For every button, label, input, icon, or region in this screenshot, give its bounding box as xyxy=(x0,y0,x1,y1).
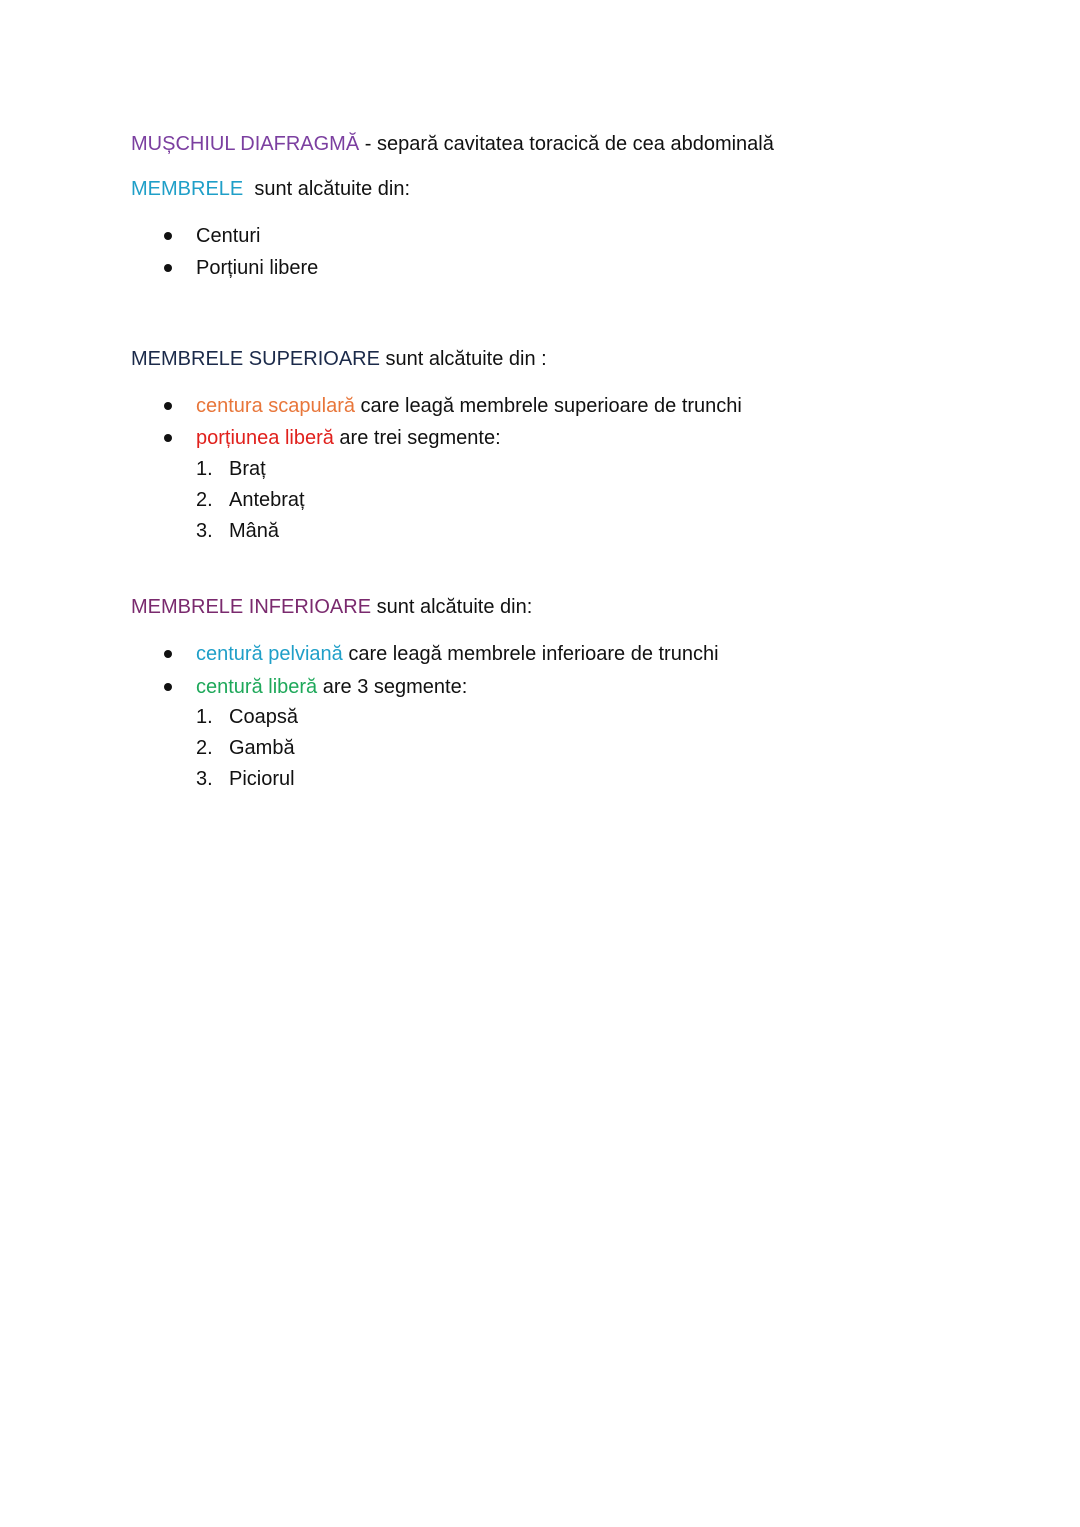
list-item-portiuni-libere: Porțiuni libere xyxy=(196,257,319,279)
limbs-heading: MEMBRELE xyxy=(131,178,244,200)
pelvic-girdle-description: care leagă membrele inferioare de trunchi xyxy=(342,643,719,665)
bullet-icon xyxy=(162,426,174,450)
bullet-icon xyxy=(162,642,174,666)
limbs-line xyxy=(131,177,410,201)
segment-item: Antebraț xyxy=(229,489,305,511)
segment-item: Gambă xyxy=(229,737,295,759)
lower-limbs-heading: MEMBRELE INFERIOARE xyxy=(131,596,372,618)
upper-limbs-line xyxy=(131,347,547,371)
list-item-lower-free-part xyxy=(196,675,467,699)
bullet-icon xyxy=(162,675,174,699)
list-item-scapular-girdle xyxy=(196,394,742,418)
bullet-icon xyxy=(162,224,174,248)
list-number: 3. xyxy=(196,768,213,790)
upper-free-part-term: porțiunea liberă xyxy=(196,427,334,449)
lower-free-part-term: centură liberă xyxy=(196,676,318,698)
list-item-centuri: Centuri xyxy=(196,225,261,247)
bullet-icon xyxy=(162,256,174,280)
list-number: 2. xyxy=(196,489,213,511)
segment-item: Braț xyxy=(229,458,266,480)
diaphragm-line xyxy=(131,132,774,156)
upper-limbs-heading: MEMBRELE SUPERIOARE xyxy=(131,348,380,370)
upper-limbs-description: sunt alcătuite din : xyxy=(379,348,547,370)
list-item-pelvic-girdle xyxy=(196,642,719,666)
lower-limbs-description: sunt alcătuite din: xyxy=(371,596,533,618)
list-number: 3. xyxy=(196,520,213,542)
diaphragm-heading: MUȘCHIUL DIAFRAGMĂ xyxy=(131,133,360,155)
segment-item: Coapsă xyxy=(229,706,298,728)
scapular-girdle-description: care leagă membrele superioare de trunchi xyxy=(354,395,742,417)
pelvic-girdle-term: centură pelviană xyxy=(196,643,343,665)
diaphragm-description: - separă cavitatea toracică de cea abdominală xyxy=(359,133,774,155)
bullet-icon xyxy=(162,394,174,418)
list-number: 2. xyxy=(196,737,213,759)
list-item-upper-free-part xyxy=(196,426,501,450)
limbs-description: sunt alcătuite din: xyxy=(243,178,411,200)
list-number: 1. xyxy=(196,458,213,480)
lower-free-part-description: are 3 segmente: xyxy=(317,676,468,698)
scapular-girdle-term: centura scapulară xyxy=(196,395,355,417)
segment-item: Piciorul xyxy=(229,768,295,790)
upper-free-part-description: are trei segmente: xyxy=(333,427,501,449)
segment-item: Mână xyxy=(229,520,280,542)
lower-limbs-line xyxy=(131,595,532,619)
list-number: 1. xyxy=(196,706,213,728)
